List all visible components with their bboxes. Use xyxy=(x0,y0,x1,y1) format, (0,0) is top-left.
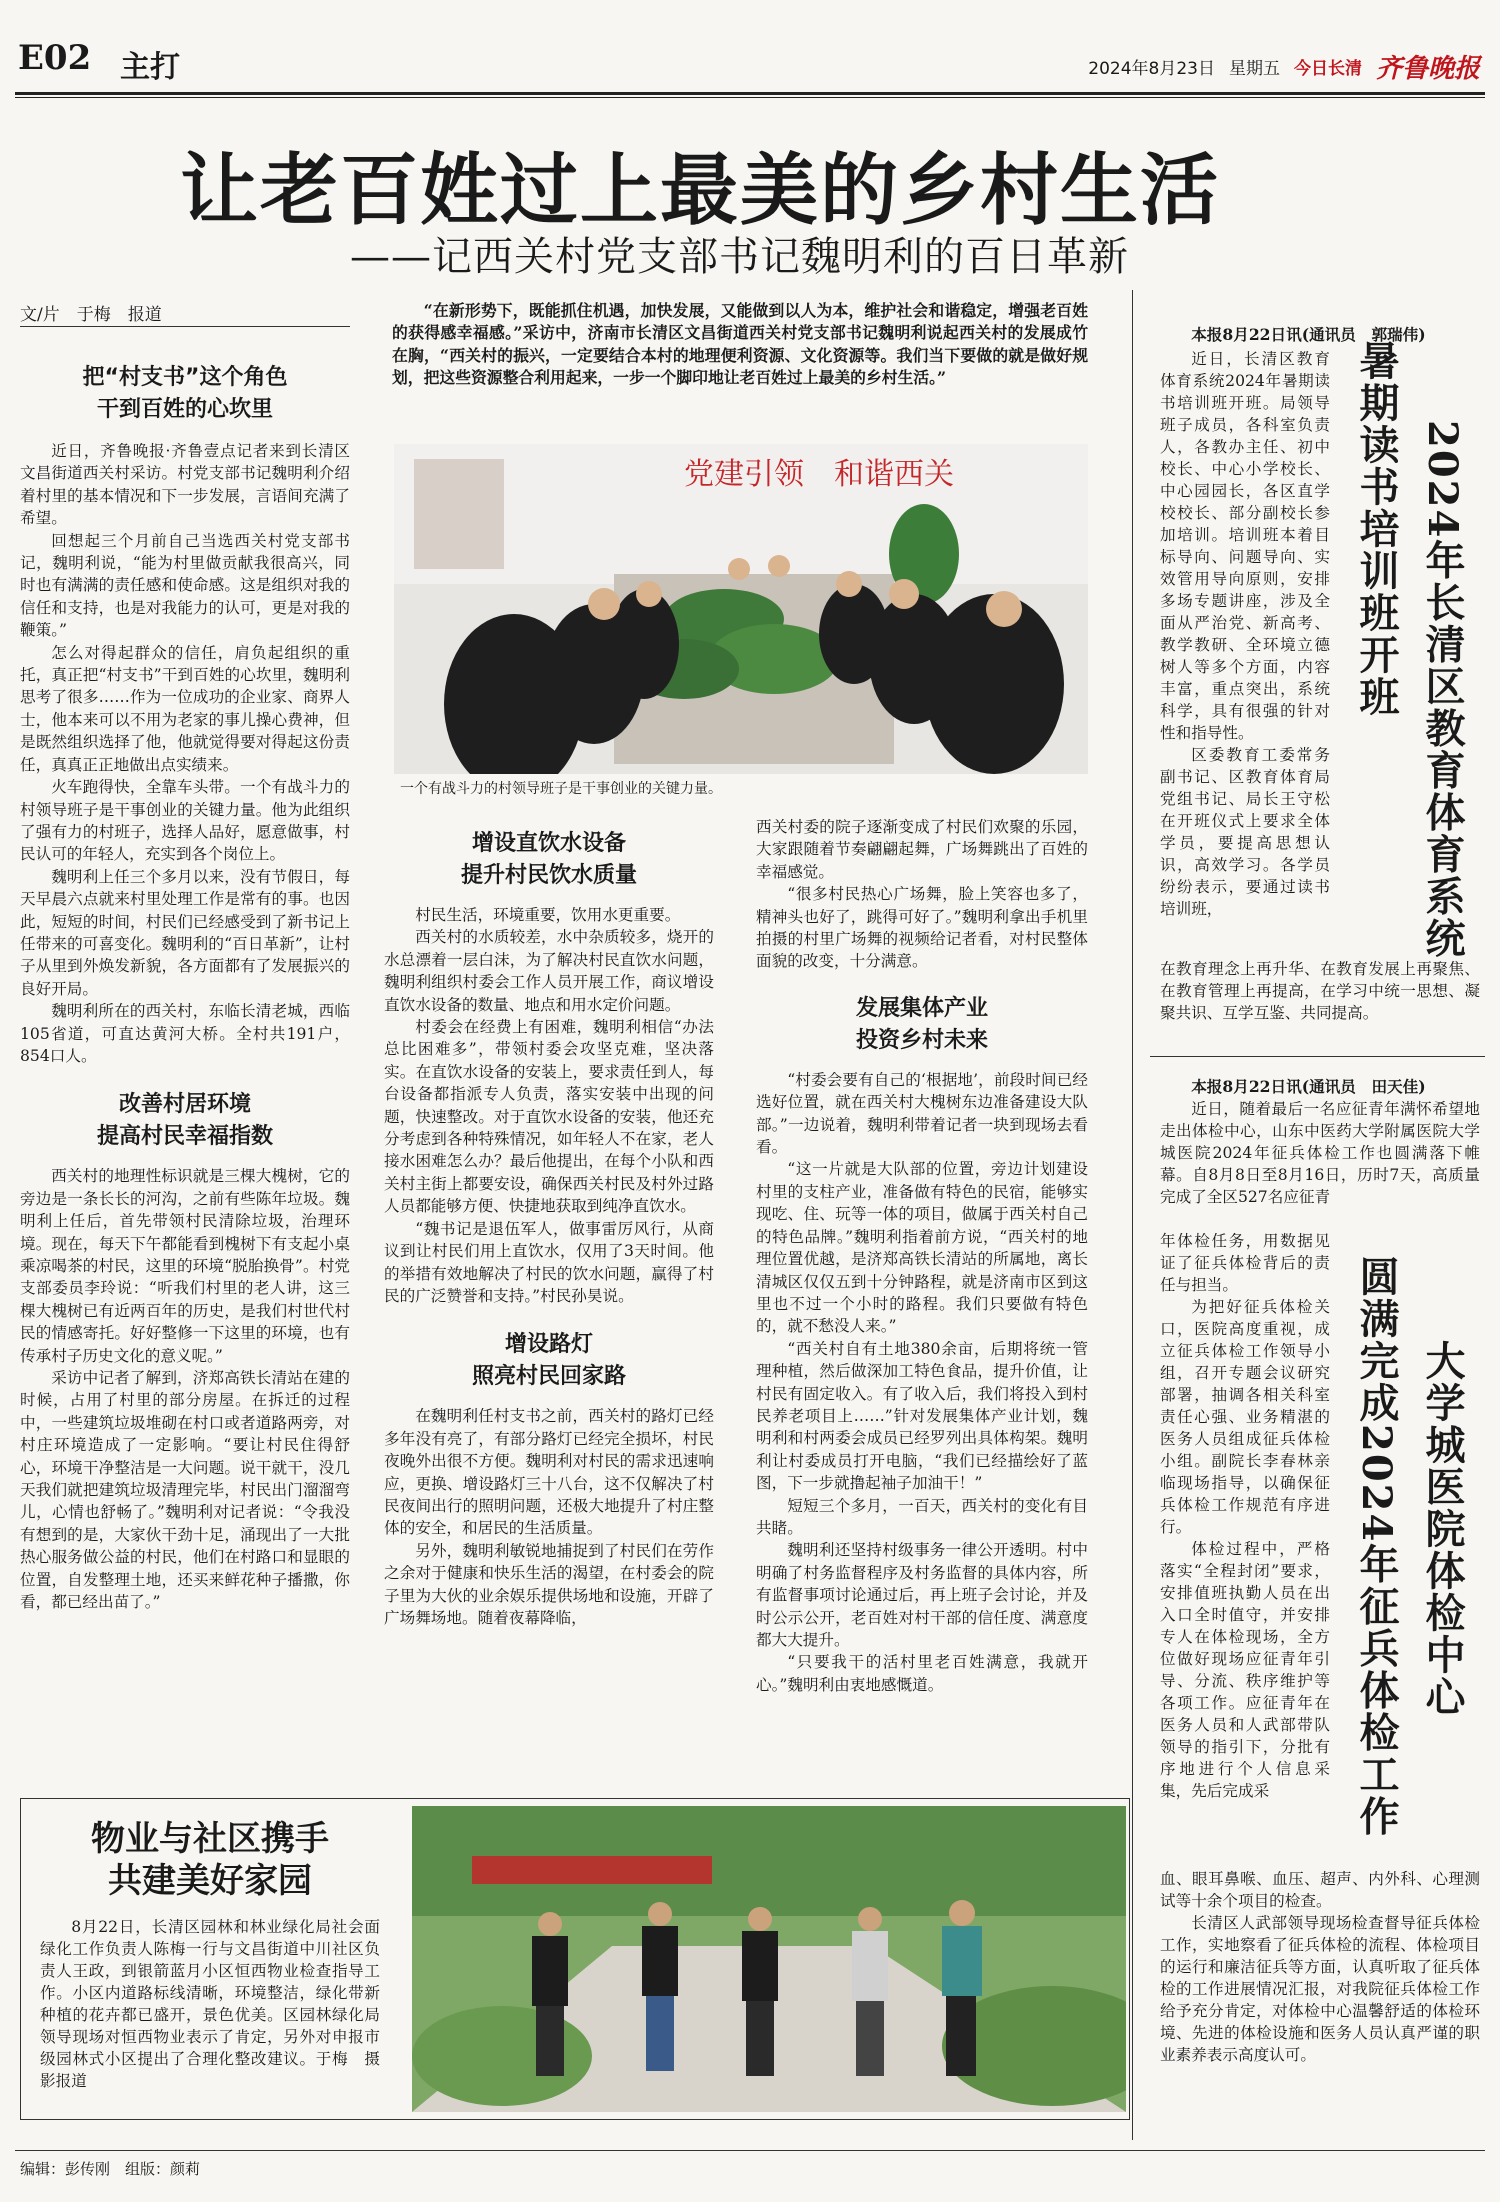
section5-heading: 发展集体产业 投资乡村未来 xyxy=(855,995,988,1053)
section1-heading: 把“村支书”这个角色 干到百姓的心坎里 xyxy=(82,365,288,422)
side1-title-line2: 暑期读书培训班开班 xyxy=(1353,340,1400,718)
section1-body: 近日，齐鲁晚报·齐鲁壹点记者来到长清区文昌街道西关村采访。村党支部书记魏明利介绍着村里的基本情况和下一步发展，言语间充满了希望。 回想起三个月前自己当选西关村党支部书记，魏明利说，“能为村里做贡献我很高兴，同时也有满满的责任感和使命感。这是组织对我的信任和支持，也是对我能力的认可，更是对我的鞭策。” 怎么对得起群众的信任，肩负起组织的重托，真正把“村支书”干到百姓的心坎里，魏明利思考了很多……作为一位成功的企业家、商界人士，他本来可以不用为老家的事儿操心费神，但是既然组织选择了他，他就觉得要对得起这份责任，真真正正地做出点实绩来。 火车跑得快，全靠车头带。一个有战斗力的村领导班子是干事创业的关键力量。他为此组织了强有力的村班子，选择人品好，愿意做事，村民认可的年轻人，充实到各个岗位上。 魏明利上任三个多月以来，没有节假日，每天早晨六点就来村里处理工作是常有的事。也因此，短短的时间，村民们已经感受到了新书记上任带来的可喜变化。魏明利的“百日革新”，让村子从里到外焕发新貌，各方面都有了发展振兴的良好开局。 魏明利所在的西关村，东临长清老城，西临105省道，可直达黄河大桥。全村共191户，854口人。 xyxy=(20,442,350,1065)
side1-title-line1: 2024年长清区教育体育系统 xyxy=(1419,420,1466,960)
side-divider xyxy=(1150,1056,1485,1057)
box-text-block xyxy=(40,1818,380,2092)
side2-title-line2: 圆满完成2024年征兵体检工作 xyxy=(1353,1256,1400,1838)
box-photo xyxy=(412,1806,1126,2112)
side2-title-line1: 大学城医院体检中心 xyxy=(1419,1340,1466,1718)
edition-name: 今日长清 xyxy=(1293,59,1362,79)
side1-kicker: 本报8月22日讯(通讯员 郭瑞伟) xyxy=(1191,325,1426,344)
main-photo xyxy=(394,444,1088,774)
section3-body: 村民生活，环境重要，饮用水更重要。 西关村的水质较差，水中杂质较多，烧开的水总漂着一层白沫，为了解决村民直饮水问题，魏明利组织村委会工作人员开展工作，商议增设直饮水设备的数量、地点和用水定价问题。 村委会在经费上有困难，魏明利相信“办法总比困难多”，带领村委会攻坚克难，坚决落实。在直饮水设备的安装上，要求责任到人，每台设备都指派专人负责，落实安装中出现的问题，快速整改。对于直饮水设备的安装，他还充分考虑到各种特殊情况，如年轻人不在家，老人接水困难怎么办？最后他提出，在每个小队和西关村主街上都要安设，确保西关村民及村外过路人员都能够方便、快捷地获取到纯净直饮水。 “魏书记是退伍军人，做事雷厉风行，从商议到让村民们用上直饮水，仅用了3天时间。他的举措有效地解决了村民的饮水问题，赢得了村民的广泛赞誉和支持。”村民孙昊说。 xyxy=(384,906,714,1305)
sidebar-divider xyxy=(1132,290,1133,2140)
lead-paragraph: “在新形势下，既能抓住机遇，加快发展，又能做到以人为本，维护社会和谐稳定，增强老百姓的获得感幸福感。”采访中，济南市长清区文昌街道西关村党支部书记魏明利说起西关村的发展成竹在胸，“西关村的振兴，一定要结合本村的地理便利资源、文化资源等。我们当下要做的就是做好规划，把这些资源整合利用起来，一步一个脚印地让老百姓过上最美的乡村生活。” xyxy=(392,301,1088,388)
masthead-right xyxy=(1088,48,1480,85)
section-name: 主打 xyxy=(120,50,180,85)
side2-narrow-body: 年体检任务，用数据见证了征兵体检背后的责任与担当。 为把好征兵体检关口，医院高度重视，成立征兵体检工作领导小组，召开专题会议研究部署，抽调各相关科室责任心强、业务精湛的医务人员组成征兵体检小组。副院长李春林亲临现场指导，以确保征兵体检工作规范有序进行。 体检过程中，严格落实“全程封闭”要求，安排值班执勤人员在出入口全时值守，并安排专人在体检现场，全方位做好现场应征青年引导、分流、秩序维护等各项工作。应征青年在医务人员和人武部带队领导的指引下，分批有序地进行个人信息采集，先后完成采 xyxy=(1160,1232,1330,1800)
side1-kicker-block xyxy=(1160,324,1480,346)
side2-bottom-body: 血、眼耳鼻喉、血压、超声、内外科、心理测试等十余个项目的检查。 长清区人武部领导现场检查督导征兵体检工作，实地察看了征兵体检的流程、体检项目的运行和廉洁征兵等方面，认真听取了征兵体检的工作进展情况汇报，对我院征兵体检工作给予充分肯定，对体检中心温馨舒适的体检环境、先进的体检设施和医务人员认真严谨的职业素养表示高度认可。 xyxy=(1160,1870,1480,2064)
newspaper-logo: 齐鲁晚报 xyxy=(1375,54,1480,84)
column-1 xyxy=(20,336,350,1614)
photo-caption: 一个有战斗力的村领导班子是干事创业的关键力量。 xyxy=(400,781,722,797)
section4-body: 在魏明利任村支书之前，西关村的路灯已经多年没有亮了，有部分路灯已经完全损坏，村民夜晚外出很不方便。魏明利对村民的需求迅速响应，更换、增设路灯三十八台，这不仅解决了村民夜间出行的照明问题，还极大地提升了村庄整体的安全，和居民的生活质量。 另外，魏明利敏锐地捕捉到了村民们在劳作之余对于健康和快乐生活的渴望，在村委会的院子里为大伙的业余娱乐提供场地和设施，开辟了广场舞场地。随着夜幕降临， xyxy=(384,1407,714,1627)
page-number: E02 xyxy=(18,38,92,78)
header-rule-thin xyxy=(15,97,1485,98)
column-2 xyxy=(384,806,714,1629)
side2-top-body: 本报8月22日讯(通讯员 田天佳) 近日，随着最后一名应征青年满怀希望地走出体检中心，山东中医药大学附属医院大学城医院2024年征兵体检工作也圆满落下帷幕。自8月8日至8月16日，历时7天，高质量完成了全区527名应征青 xyxy=(1160,1077,1480,1206)
section4-heading: 增设路灯 照亮村民回家路 xyxy=(471,1332,626,1390)
section5-body: “村委会要有自己的‘根据地’，前段时间已经选好位置，就在西关村大槐树东边准备建设大队部。”一边说着，魏明利带着记者一块到现场去看看。 “这一片就是大队部的位置，旁边计划建设村里的支柱产业，准备做有特色的民宿，能够实现吃、住、玩等一体的项目，做属于西关村自己的特色品牌。”魏明利指着前方说，“西关村的地理位置优越，是济郑高铁长清站的所属地，离长清城区仅仅五到十分钟路程，就是济南市区到这里也不过一个小时的路程。我们只要做有特色的，就不愁没人来。” “西关村自有土地380余亩，后期将统一管理种植，然后做深加工特色食品，提升价值，让村民有固定收入。有了收入后，我们将投入到村民养老项目上……”针对发展集体产业计划，魏明利和村两委会成员已经罗列出具体构架。魏明利让村委成员打开电脑，“我们已经描绘好了蓝图，下一步就撸起袖子加油干！” 短短三个多月，一百天，西关村的变化有目共睹。 魏明利还坚持村级事务一律公开透明。村中明确了村务监督程序及村务监督的具体内容，所有监督事项讨论通过后，再上班子会讨论，并及时公示公开，老百姓对村干部的信任度、满意度都大大提升。 “只要我干的活村里老百姓满意，我就开心。”魏明利由衷地感慨道。 xyxy=(756,1070,1088,1694)
footer-credits: 编辑：彭传刚 组版：颜莉 xyxy=(20,2160,201,2178)
issue-weekday: 星期五 xyxy=(1228,59,1280,79)
section2-body: 西关村的地理性标识就是三棵大槐树，它的旁边是一条长长的河沟，之前有些陈年垃圾。魏明利上任后，首先带领村民清除垃圾，治理环境。现在，每天下午都能看到槐树下有支起小桌乘凉喝茶的村民，这里的环境“脱胎换骨”。村党支部委员李玲说：“听我们村里的老人讲，这三棵大槐树已有近两百年的历史，是我们村世代村民的情感寄托。好好整修一下这里的环境，也有传承村子历史文化的意义呢。” 采访中记者了解到，济郑高铁长清站在建的时候，占用了村里的部分房屋。在拆迁的过程中，一些建筑垃圾堆砌在村口或者道路两旁，对村庄环境造成了一定影响。“要让村民住得舒心，环境干净整洁是一大问题。说干就干，没几天我们就把建筑垃圾清理完毕，村民出门溜溜弯儿，心情也舒畅了。”魏明利对记者说：“令我没有想到的是，大家伙干劲十足，涌现出了一大批热心服务做公益的村民，他们在村路口和显眼的位置，自发整理土地，还买来鲜花种子播撒，你看，都已经出苗了。” xyxy=(20,1167,350,1612)
section2-heading: 改善村居环境 提高村民幸福指数 xyxy=(96,1092,273,1150)
header-rule xyxy=(15,92,1485,95)
side2-kicker: 本报8月22日讯(通讯员 田天佳) xyxy=(1191,1077,1426,1096)
box-body: 8月22日，长清区园林和林业绿化局社会面绿化工作负责人陈梅一行与文昌街道中川社区负责人王政，到银箭蓝月小区恒西物业检查指导工作。小区内道路标线清晰，环境整洁，绿化带新种植的花卉都已盛开，景色优美。区园林绿化局领导现场对恒西物业表示了肯定，另外对申报市级园林式小区提出了合理化整改建议。于梅 摄影报道 xyxy=(40,1918,380,2090)
column-3 xyxy=(756,806,1088,1696)
main-headline: 让老百姓过上最美的乡村生活 xyxy=(180,145,1221,236)
photo-sign: 党建引领 和谐西关 xyxy=(684,457,954,492)
box-title: 物业与社区携手 共建美好家园 xyxy=(91,1819,329,1901)
byline-rule xyxy=(20,326,350,327)
byline: 文/片 于梅 报道 xyxy=(20,305,162,325)
community-walk-photo-illustration xyxy=(412,1806,1126,2112)
side1-wide-body: 在教育理念上再升华、在教育发展上再聚焦、在教育管理上再提高，在学习中统一思想、凝聚共识、互学互鉴、共同提高。 xyxy=(1160,960,1480,1022)
section4-continued: 西关村委的院子逐渐变成了村民们欢聚的乐园，大家跟随着节奏翩翩起舞，广场舞跳出了百姓的幸福感觉。 “很多村民热心广场舞，脸上笑容也多了，精神头也好了，跳得可好了。”魏明利拿出手机里拍摄的村里广场舞的视频给记者看，对村民整体面貌的改变，十分满意。 xyxy=(756,818,1088,971)
section3-heading: 增设直饮水设备 提升村民饮水质量 xyxy=(460,831,637,888)
footer-rule xyxy=(15,2150,1485,2151)
main-subtitle: ——记西关村党支部书记魏明利的百日革新 xyxy=(350,234,1129,280)
side1-narrow-body: 近日，长清区教育体育系统2024年暑期读书培训班开班。局领导班子成员，各科室负责人，各教办主任、初中校长、中心小学校长、中心园园长，各区直学校校长、部分副校长参加培训。培训班本着目标导向、问题导向、实效管用导向原则，安排多场专题讲座，涉及全面从严治党、新高考、教学教研、全环境立德树人等多个方面，内容丰富，重点突出，系统科学，具有很强的针对性和指导性。 区委教育工委常务副书记、区教育体育局党组书记、局长王守松在开班仪式上要求全体学员，要提高思想认识，高效学习。各学员纷纷表示，要通过读书培训班， xyxy=(1160,350,1330,918)
issue-date: 2024年8月23日 xyxy=(1088,59,1215,79)
meeting-photo-illustration xyxy=(394,444,1088,774)
